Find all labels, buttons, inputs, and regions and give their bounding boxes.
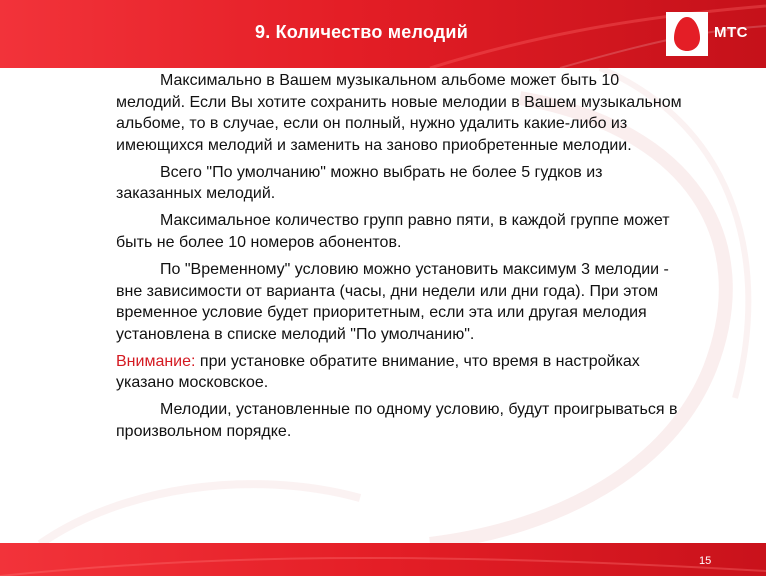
attention-text: при установке обратите внимание, что время в настройках указано московское. — [116, 352, 640, 392]
content-body — [116, 70, 686, 448]
footer-bar — [0, 543, 766, 576]
paragraph-attention — [116, 351, 686, 394]
attention-label: Внимание: — [116, 352, 196, 370]
page-title: 9. Количество мелодий — [255, 22, 468, 42]
paragraph-max-melodies: Максимально в Вашем музыкальном альбоме может быть 10 мелодий. Если Вы хотите сохранить новые мелодии в Вашем музыкальном альбоме, то в случае, если он полный, нужно удалить какие-либо из имеющихся мелодий и заменить на заново приобретенные мелодии. — [116, 72, 682, 154]
page-number: 15 — [699, 555, 712, 567]
footer-swoosh-decoration — [0, 543, 766, 576]
logo-text-box — [708, 12, 754, 56]
logo-egg-box — [666, 12, 708, 56]
egg-icon — [673, 16, 701, 52]
paragraph-time-condition: По "Временному" условию можно установить максимум 3 мелодии - вне зависимости от варианта (часы, дни недели или дни года). При этом временное условие будет приоритетным, если эта или другая мелодия установлена в списке мелодий "По умолчанию". — [116, 260, 669, 343]
mts-logo — [666, 12, 754, 56]
logo-text: МТС — [714, 24, 748, 41]
header-bar — [0, 0, 766, 68]
paragraph-groups-limit: Максимальное количество групп равно пяти, в каждой группе может быть не более 10 номеров абонентов. — [116, 212, 670, 251]
paragraph-default-limit: Всего "По умолчанию" можно выбрать не более 5 гудков из заказанных мелодий. — [116, 163, 603, 203]
paragraph-random-order: Мелодии, установленные по одному условию, будут проигрываться в произвольном порядке. — [116, 401, 678, 440]
